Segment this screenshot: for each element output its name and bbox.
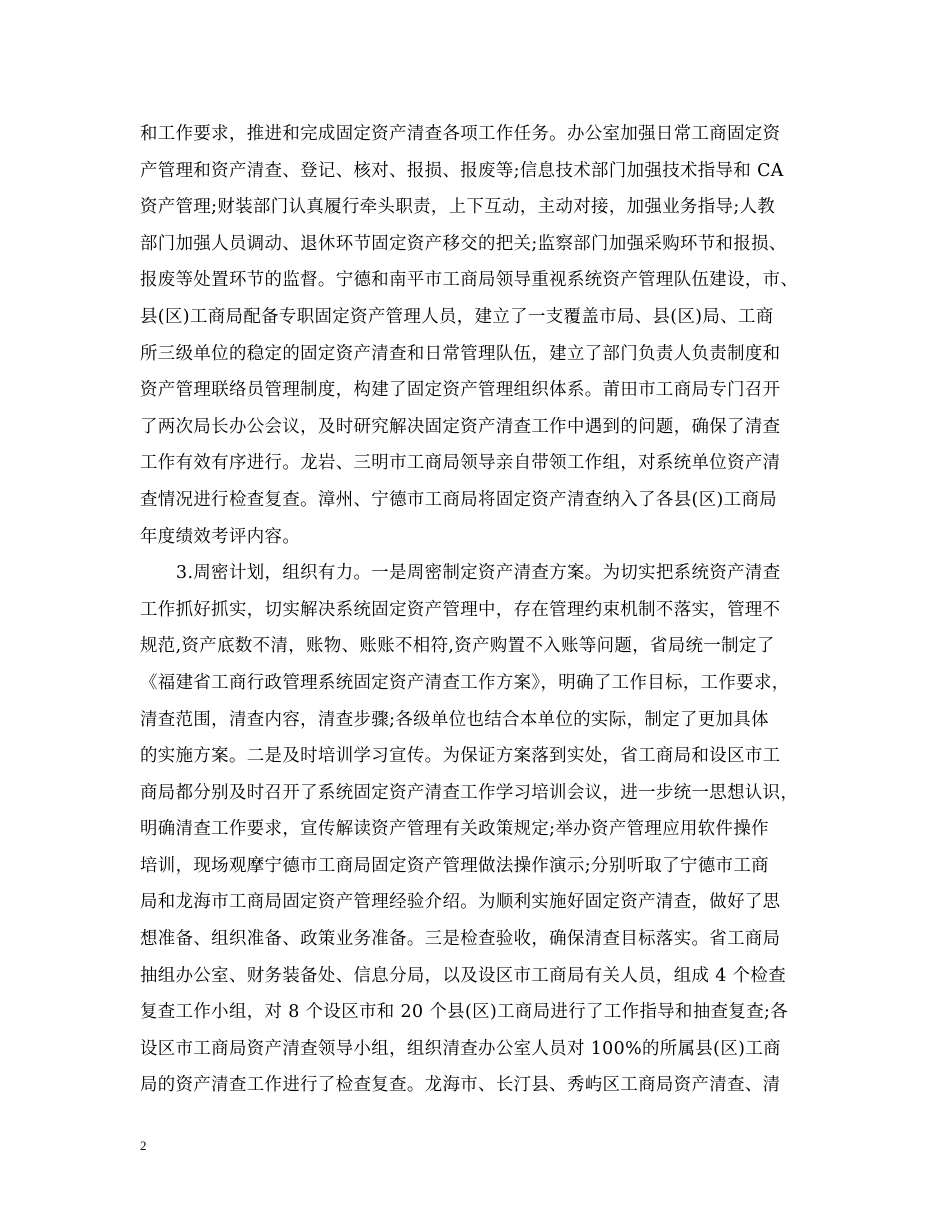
text-line: 部门加强人员调动、退休环节固定资产移交的把关;监察部门加强采购环节和报损、 <box>140 233 787 254</box>
text-line: 明确清查工作要求，宣传解读资产管理有关政策规定;举办资产管理应用软件操作 <box>140 819 769 840</box>
text-line: 的实施方案。二是及时培训学习宣传。为保证方案落到实处，省工商局和设区市工 <box>140 746 781 767</box>
text-line: 抽组办公室、财务装备处、信息分局，以及设区市工商局有关人员，组成 4 个检查 <box>140 965 786 986</box>
text-line: 清查范围，清查内容，清查步骤;各级单位也结合本单位的实际，制定了更加具体 <box>140 709 769 730</box>
text-line: 查情况进行检查复查。漳州、宁德市工商局将固定资产清查纳入了各县(区)工商局 <box>140 489 778 510</box>
page-number: 2 <box>140 1138 147 1153</box>
paragraph-start-line: 3.周密计划，组织有力。一是周密制定资产清查方案。为切实把系统资产清查 <box>176 563 781 584</box>
text-line: 工作有效有序进行。龙岩、三明市工商局领导亲自带领工作组，对系统单位资产清 <box>140 453 781 474</box>
text-line: 县(区)工商局配备专职固定资产管理人员，建立了一支覆盖市局、县(区)局、工商 <box>140 306 774 327</box>
text-line: 《福建省工商行政管理系统固定资产清查工作方案》，明确了工作目标，工作要求， <box>140 672 790 693</box>
text-line: 资产管理联络员管理制度，构建了固定资产管理组织体系。莆田市工商局专门召开 <box>140 380 781 401</box>
text-line: 规范,资产底数不清，账物、账账不相符,资产购置不入账等问题，省局统一制定了 <box>140 636 775 657</box>
text-line: 了两次局长办公会议，及时研究解决固定资产清查工作中遇到的问题，确保了清查 <box>140 416 781 437</box>
text-line: 产管理和资产清查、登记、核对、报损、报废等;信息技术部门加强技术指导和 CA <box>140 160 784 181</box>
text-line: 所三级单位的稳定的固定资产清查和日常管理队伍，建立了部门负责人负责制度和 <box>140 343 781 364</box>
text-line: 培训，现场观摩宁德市工商局固定资产管理做法操作演示;分别听取了宁德市工商 <box>140 855 769 876</box>
text-line: 想准备、组织准备、政策业务准备。三是检查验收，确保清查目标落实。省工商局 <box>140 929 781 950</box>
text-line: 局和龙海市工商局固定资产管理经验介绍。为顺利实施好固定资产清查，做好了思 <box>140 892 781 913</box>
text-line: 工作抓好抓实，切实解决系统固定资产管理中，存在管理约束机制不落实，管理不 <box>140 599 781 620</box>
text-line: 局的资产清查工作进行了检查复查。龙海市、长汀县、秀屿区工商局资产清查、清 <box>140 1075 781 1096</box>
text-line: 商局都分别及时召开了系统固定资产清查工作学习培训会议，进一步统一思想认识， <box>140 782 799 803</box>
text-line: 设区市工商局资产清查领导小组，组织清查办公室人员对 100%的所属县(区)工商 <box>140 1038 781 1059</box>
text-line: 资产管理;财装部门认真履行牵头职责，上下互动，主动对接，加强业务指导;人教 <box>140 197 776 218</box>
text-line: 复查工作小组，对 8 个设区市和 20 个县(区)工商局进行了工作指导和抽查复查;各 <box>140 1002 789 1023</box>
text-line: 年度绩效考评内容。 <box>140 526 301 547</box>
body-text <box>140 116 820 1104</box>
text-line: 和工作要求，推进和完成固定资产清查各项工作任务。办公室加强日常工商固定资 <box>140 124 781 144</box>
text-line: 报废等处置环节的监督。宁德和南平市工商局领导重视系统资产管理队伍建设，市、 <box>140 270 799 291</box>
